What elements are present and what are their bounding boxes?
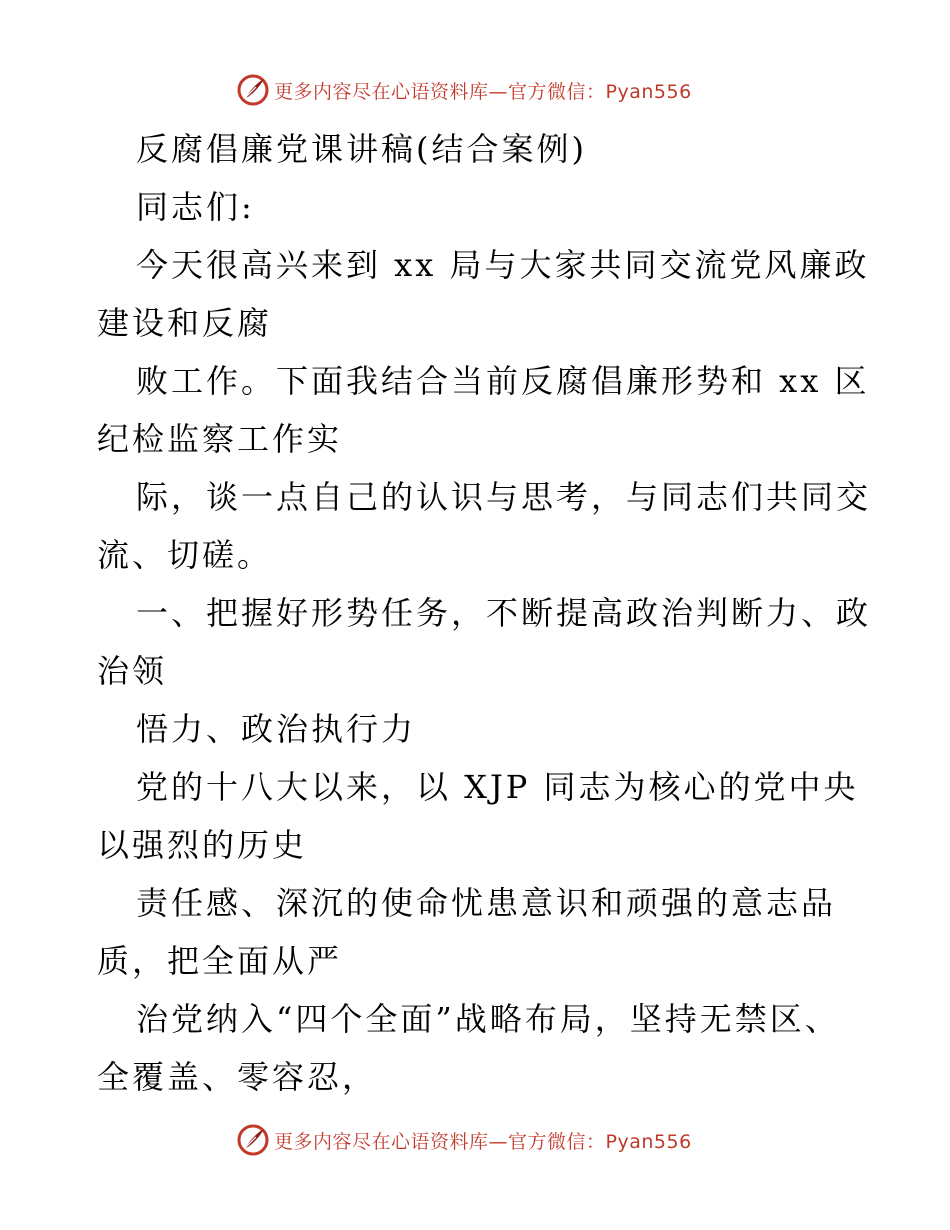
paragraph-line: 全覆盖、零容忍， xyxy=(97,1058,378,1096)
watermark-text: 更多内容尽在心语资料库—官方微信：Pyan556 xyxy=(274,1130,692,1153)
paragraph-line: 建设和反腐 xyxy=(97,304,273,342)
paragraph-line: 今天很高兴来到 xx 局与大家共同交流党风廉政 xyxy=(136,246,870,284)
paragraph-line: 党的十八大以来，以 XJP 同志为核心的党中央 xyxy=(136,768,859,806)
paragraph-line: 败工作。下面我结合当前反腐倡廉形势和 xx 区 xyxy=(136,362,870,400)
section-heading: 治领 xyxy=(97,652,168,690)
paragraph-line: 以强烈的历史 xyxy=(97,826,308,864)
paragraph-line: 质，把全面从严 xyxy=(97,942,343,980)
paragraph-line: 际，谈一点自己的认识与思考，与同志们共同交 xyxy=(136,478,872,516)
feather-quill-icon xyxy=(236,73,270,107)
document-title: 反腐倡廉党课讲稿(结合案例) xyxy=(136,130,587,168)
section-heading: 一、把握好形势任务，不断提高政治判断力、政 xyxy=(136,594,872,632)
paragraph-line: 纪检监察工作实 xyxy=(97,420,343,458)
paragraph-line: 流、切磋。 xyxy=(97,536,273,574)
watermark-text: 更多内容尽在心语资料库—官方微信：Pyan556 xyxy=(274,80,692,103)
header-watermark xyxy=(236,72,692,108)
feather-quill-icon xyxy=(236,1123,270,1157)
section-heading: 悟力、政治执行力 xyxy=(136,710,417,748)
salutation: 同志们: xyxy=(136,188,255,226)
paragraph-line: 责任感、深沉的使命忧患意识和顽强的意志品 xyxy=(136,884,837,922)
footer-watermark xyxy=(236,1122,692,1158)
paragraph-line: 治党纳入“四个全面”战略布局，坚持无禁区、 xyxy=(136,1000,840,1038)
